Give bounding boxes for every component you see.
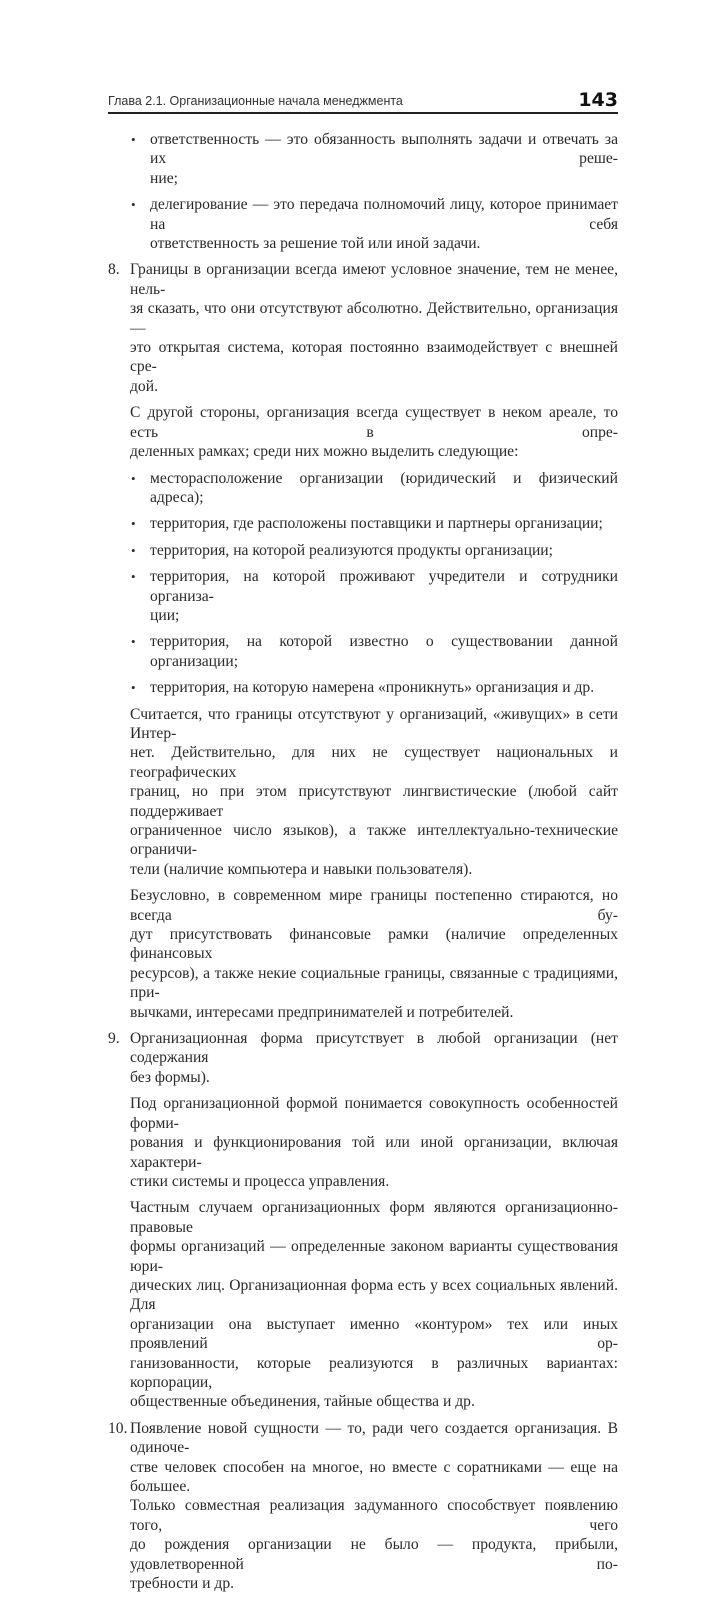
text-line: Считается, что границы отсутствуют у организаций, «живущих» в сети Интер- bbox=[130, 705, 618, 742]
text-line: Только совместная реализация задуманного способствует появлению того, чего bbox=[130, 1497, 618, 1534]
page-body bbox=[108, 130, 618, 1600]
text-line: это открытая система, которая постоянно взаимодействует с внешней сре- bbox=[130, 339, 618, 376]
bullet-marker: • bbox=[131, 132, 136, 147]
text-line: месторасположение организации (юридический и физический адреса); bbox=[150, 469, 618, 506]
bullet-marker: • bbox=[131, 569, 136, 585]
item-number: 10. bbox=[108, 1419, 128, 1437]
text-line: Появление новой сущности — то, ради чего создается организация. В одиноче- bbox=[130, 1419, 618, 1457]
paragraph bbox=[108, 403, 618, 461]
text-line: ответственность — это обязанность выполнять задачи и отвечать за их реше- bbox=[150, 131, 618, 168]
bullet-item bbox=[108, 469, 618, 508]
running-header bbox=[108, 88, 618, 114]
paragraph bbox=[108, 705, 618, 880]
text-line: организации она выступает именно «контуром» тех или иных проявлений ор- bbox=[130, 1315, 618, 1353]
bullet-marker: • bbox=[131, 634, 136, 650]
text-line: Частным случаем организационных форм являются организационно-правовые bbox=[130, 1199, 618, 1236]
text-line: территория, на которой реализуются продукты организации; bbox=[150, 541, 553, 559]
text-line: нет. Действительно, для них не существует национальных и географических bbox=[130, 744, 618, 781]
text-line: ресурсов), а также некие социальные границы, связанные с традициями, при- bbox=[130, 964, 618, 1002]
bullet-marker: • bbox=[131, 197, 136, 213]
bullet-marker: • bbox=[131, 516, 136, 532]
text-line: формы организаций — определенные законом варианты существования юри- bbox=[130, 1238, 618, 1275]
text-line: делегирование — это передача полномочий лицу, которое принимает на себя bbox=[150, 196, 618, 233]
text-line: ганизованности, которые реализуются в различных вариантах: корпорации, bbox=[130, 1354, 618, 1391]
text-line: Организационная форма присутствует в любой организации (нет содержания bbox=[130, 1030, 618, 1067]
text-line: Границы в организации всегда имеют условное значение, тем не менее, нель- bbox=[130, 261, 618, 298]
numbered-item bbox=[108, 1029, 618, 1087]
text-line: стве человек способен на многое, но вместе с соратниками — еще на большее. bbox=[130, 1458, 618, 1495]
text-line: С другой стороны, организация всегда существует в неком ареале, то есть в опре- bbox=[130, 404, 618, 441]
bullet-item bbox=[108, 632, 618, 671]
text-line: до рождения организации не было — продукта, прибыли, удовлетворенной по- bbox=[130, 1536, 618, 1573]
text-line: дут присутствовать финансовые рамки (наличие определенных финансовых bbox=[130, 926, 618, 963]
text-line: Под организационной формой понимается совокупность особенностей форми- bbox=[130, 1095, 618, 1132]
bullet-item bbox=[108, 130, 618, 188]
bullet-item bbox=[108, 195, 618, 253]
bullet-item bbox=[108, 514, 618, 533]
text-line: территория, где расположены поставщики и партнеры организации; bbox=[150, 515, 603, 533]
text-line: Безусловно, в современном мире границы постепенно стираются, но всегда бу- bbox=[130, 887, 618, 924]
item-number: 9. bbox=[108, 1030, 120, 1048]
text-line: вычками, интересами предпринимателей и потребителей. bbox=[130, 1003, 514, 1021]
text-line: территория, на которую намерена «проникнуть» организация и др. bbox=[150, 679, 595, 697]
bullet-item bbox=[108, 567, 618, 625]
text-line: территория, на которой проживают учредители и сотрудники организа- bbox=[150, 568, 618, 605]
text-line: зя сказать, что они отсутствуют абсолютно. Действительно, организация — bbox=[130, 300, 618, 337]
numbered-item bbox=[108, 1419, 618, 1594]
item-number: 8. bbox=[108, 261, 120, 279]
numbered-item bbox=[108, 260, 618, 396]
text-line: без формы). bbox=[130, 1068, 210, 1086]
bullet-marker: • bbox=[131, 542, 136, 558]
text-line: границ, но при этом присутствуют лингвистические (любой сайт поддерживает bbox=[130, 783, 618, 820]
bullet-marker: • bbox=[131, 470, 136, 486]
text-line: тели (наличие компьютера и навыки пользователя). bbox=[130, 860, 473, 878]
text-line: дой. bbox=[130, 377, 158, 395]
page-number: 143 bbox=[578, 89, 618, 111]
bullet-item bbox=[108, 541, 618, 560]
bullet-item bbox=[108, 678, 618, 697]
text-line: ции; bbox=[150, 606, 180, 624]
text-line: ограниченное число языков), а также интеллектуально-технические ограничи- bbox=[130, 822, 618, 859]
paragraph bbox=[108, 1094, 618, 1191]
text-line: стики системы и процесса управления. bbox=[130, 1172, 390, 1190]
text-line: ние; bbox=[150, 169, 178, 187]
text-line: общественные объединения, тайные общества и др. bbox=[130, 1393, 475, 1411]
text-line: ответственность за решение той или иной задачи. bbox=[150, 235, 481, 253]
paragraph bbox=[108, 1198, 618, 1411]
text-line: деленных рамках; среди них можно выделить следующие: bbox=[130, 443, 519, 461]
chapter-title: Глава 2.1. Организационные начала менеджмента bbox=[108, 94, 403, 108]
text-line: рования и функционирования той или иной организации, включая характери- bbox=[130, 1134, 618, 1171]
text-line: территория, на которой известно о существовании данной организации; bbox=[150, 633, 618, 670]
text-line: дических лиц. Организационная форма есть у всех социальных явлений. Для bbox=[130, 1276, 618, 1314]
bullet-marker: • bbox=[131, 680, 136, 696]
paragraph bbox=[108, 886, 618, 1022]
text-line: требности и др. bbox=[130, 1575, 235, 1593]
